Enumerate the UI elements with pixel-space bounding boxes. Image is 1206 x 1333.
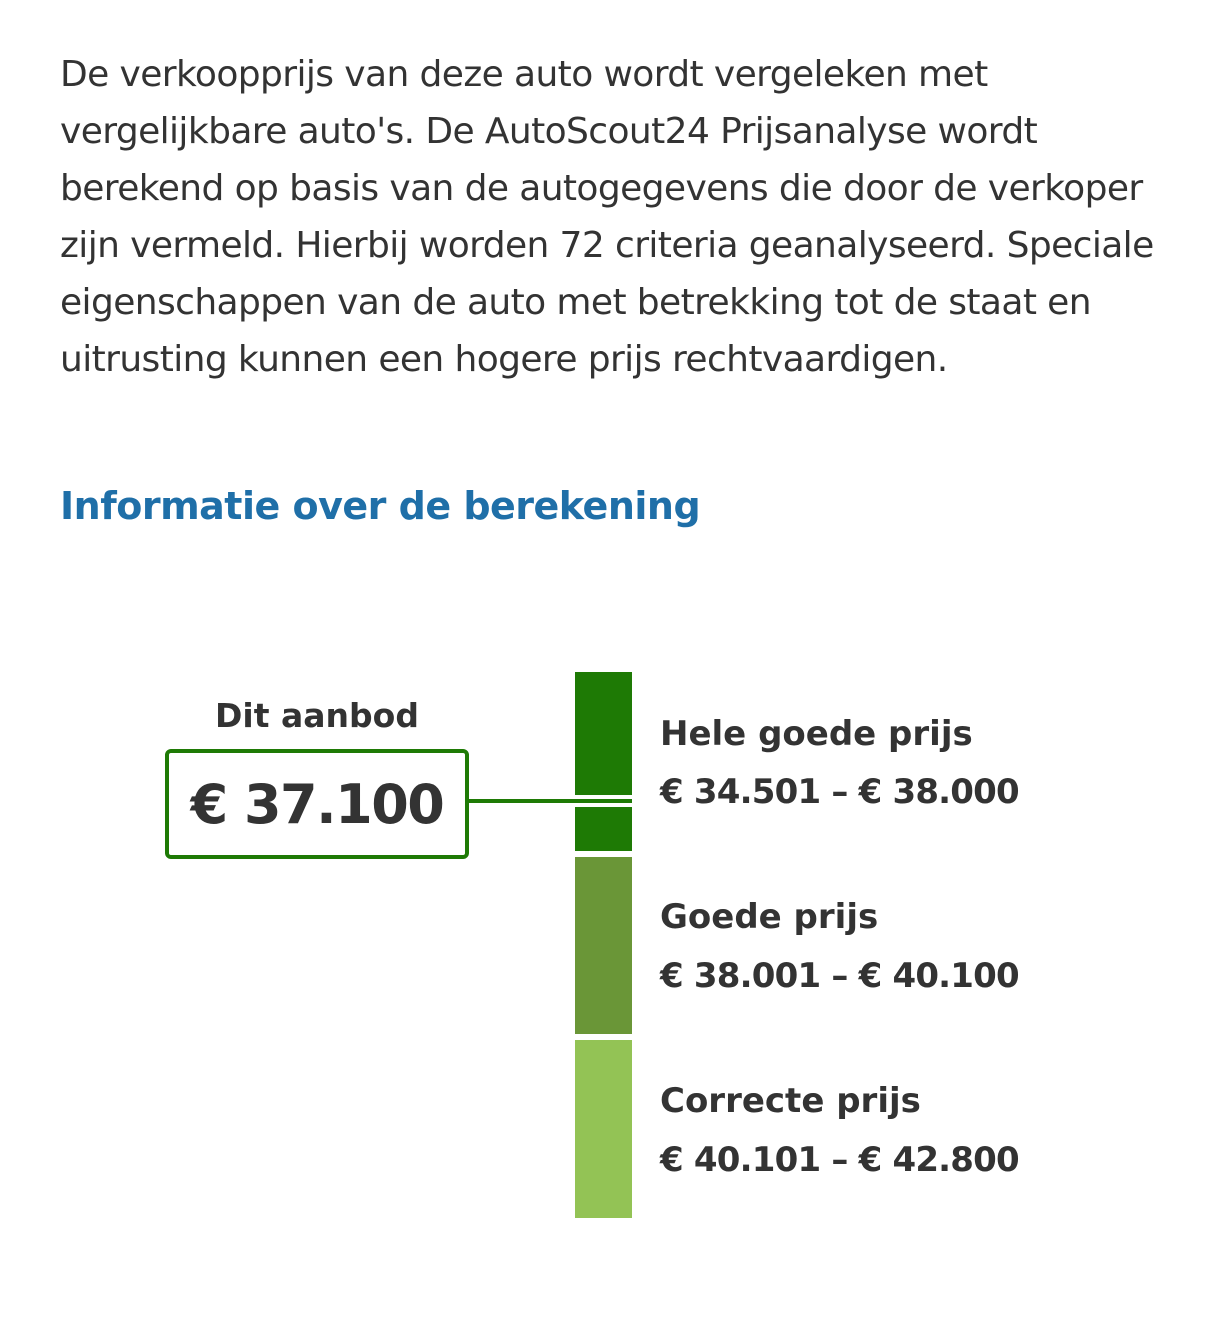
price-bar-good <box>575 857 632 1034</box>
range-title-very-good: Hele goede prijs <box>660 714 973 754</box>
range-values-fair: € 40.101 – € 42.800 <box>660 1140 1019 1180</box>
range-values-good: € 38.001 – € 40.100 <box>660 956 1019 996</box>
range-title-good: Goede prijs <box>660 897 879 937</box>
offer-price-box <box>165 749 469 859</box>
offer-price: € 37.100 <box>190 772 444 836</box>
offer-marker-line <box>575 799 632 803</box>
range-title-fair: Correcte prijs <box>660 1081 921 1121</box>
calculation-info-link[interactable]: Informatie over de berekening <box>60 484 701 528</box>
price-analysis-description: De verkoopprijs van deze auto wordt vergeleken met vergelijkbare auto's. De AutoScout24 Prijsanalyse wordt berekend op basis van de autogegevens die door de verkoper zijn vermeld. Hierbij worden 72 criteria geanalyseerd. Speciale eigenschappen van de auto met betrekking tot de staat en uitrusting kunnen een hogere prijs rechtvaardigen. <box>60 54 1154 380</box>
price-bar-very-good <box>575 672 632 851</box>
price-bar-fair <box>575 1040 632 1218</box>
range-values-very-good: € 34.501 – € 38.000 <box>660 772 1019 812</box>
offer-label: Dit aanbod <box>215 696 419 735</box>
